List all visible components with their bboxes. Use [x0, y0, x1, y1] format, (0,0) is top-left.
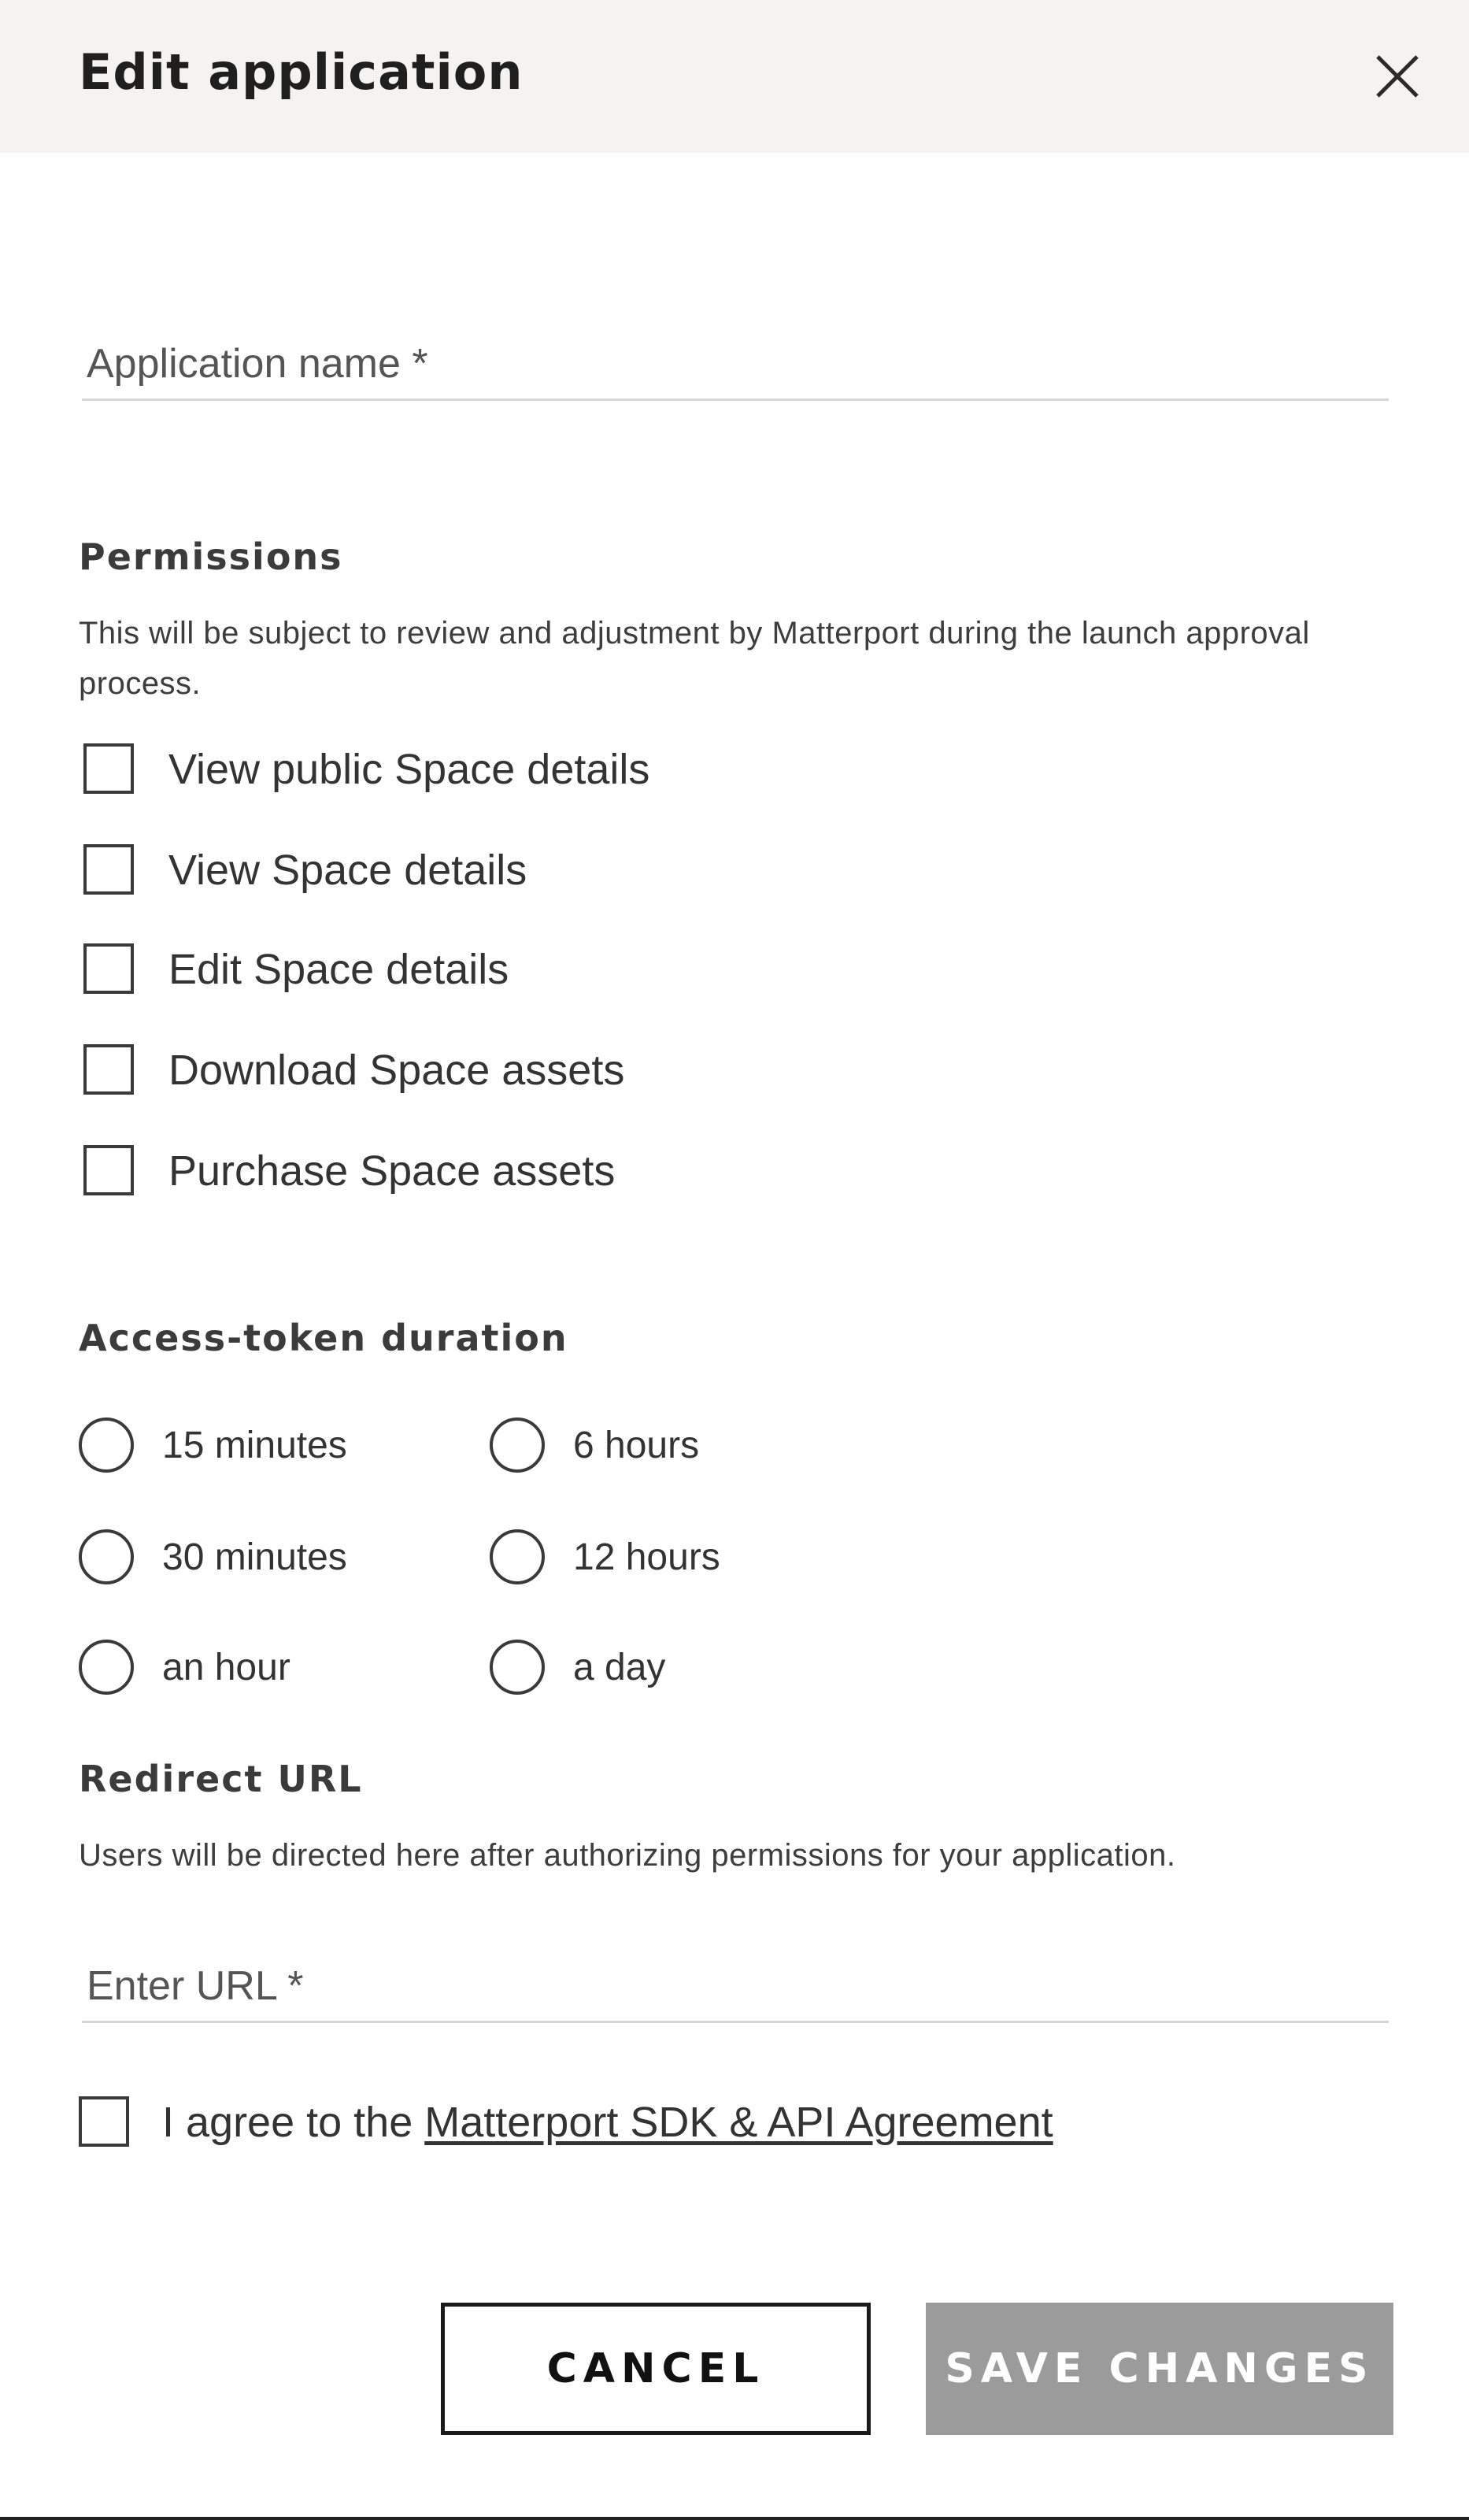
redirect-url-heading: Redirect URL — [79, 1758, 363, 1800]
checkbox[interactable] — [83, 844, 134, 895]
permission-label: Edit Space details — [168, 946, 509, 993]
save-changes-button[interactable]: SAVE CHANGES — [926, 2303, 1393, 2435]
redirect-url-field[interactable] — [82, 1934, 1389, 2023]
dialog-header — [0, 0, 1469, 153]
checkbox[interactable] — [83, 1145, 134, 1195]
dialog-title: Edit application — [79, 43, 524, 101]
permissions-heading: Permissions — [79, 536, 343, 578]
radio-button[interactable] — [490, 1640, 545, 1695]
duration-label: 15 minutes — [162, 1425, 347, 1466]
close-icon — [1370, 49, 1425, 104]
redirect-url-description: Users will be directed here after authorizing permissions for your application. — [79, 1838, 1176, 1873]
close-button[interactable] — [1370, 49, 1425, 104]
permissions-description: This will be subject to review and adjustment by Matterport during the launch approval process. — [79, 616, 1310, 701]
checkbox[interactable] — [83, 943, 134, 994]
radio-button[interactable] — [490, 1529, 545, 1584]
radio-button[interactable] — [79, 1529, 134, 1584]
duration-label: a day — [573, 1647, 666, 1688]
redirect-url-placeholder: Enter URL * — [87, 1963, 304, 2009]
permission-label: Purchase Space assets — [168, 1147, 616, 1195]
duration-label: an hour — [162, 1647, 290, 1688]
radio-button[interactable] — [490, 1418, 545, 1473]
token-duration-heading: Access-token duration — [79, 1317, 568, 1359]
agreement-prefix: I agree to the — [162, 2099, 413, 2146]
agreement-link[interactable]: Matterport SDK & API Agreement — [424, 2099, 1053, 2146]
checkbox[interactable] — [83, 1044, 134, 1095]
divider — [0, 2517, 1469, 2520]
radio-button[interactable] — [79, 1418, 134, 1473]
application-name-field[interactable] — [82, 312, 1389, 401]
checkbox[interactable] — [83, 743, 134, 794]
cancel-button[interactable]: CANCEL — [441, 2303, 871, 2435]
duration-label: 12 hours — [573, 1536, 720, 1578]
permission-label: View public Space details — [168, 746, 650, 793]
duration-label: 6 hours — [573, 1425, 700, 1466]
application-name-placeholder: Application name * — [87, 341, 428, 387]
permission-label: View Space details — [168, 847, 527, 894]
radio-button[interactable] — [79, 1640, 134, 1695]
agreement-label — [162, 2098, 1053, 2147]
duration-label: 30 minutes — [162, 1536, 347, 1578]
agreement-checkbox[interactable] — [79, 2096, 129, 2147]
permission-label: Download Space assets — [168, 1047, 625, 1094]
